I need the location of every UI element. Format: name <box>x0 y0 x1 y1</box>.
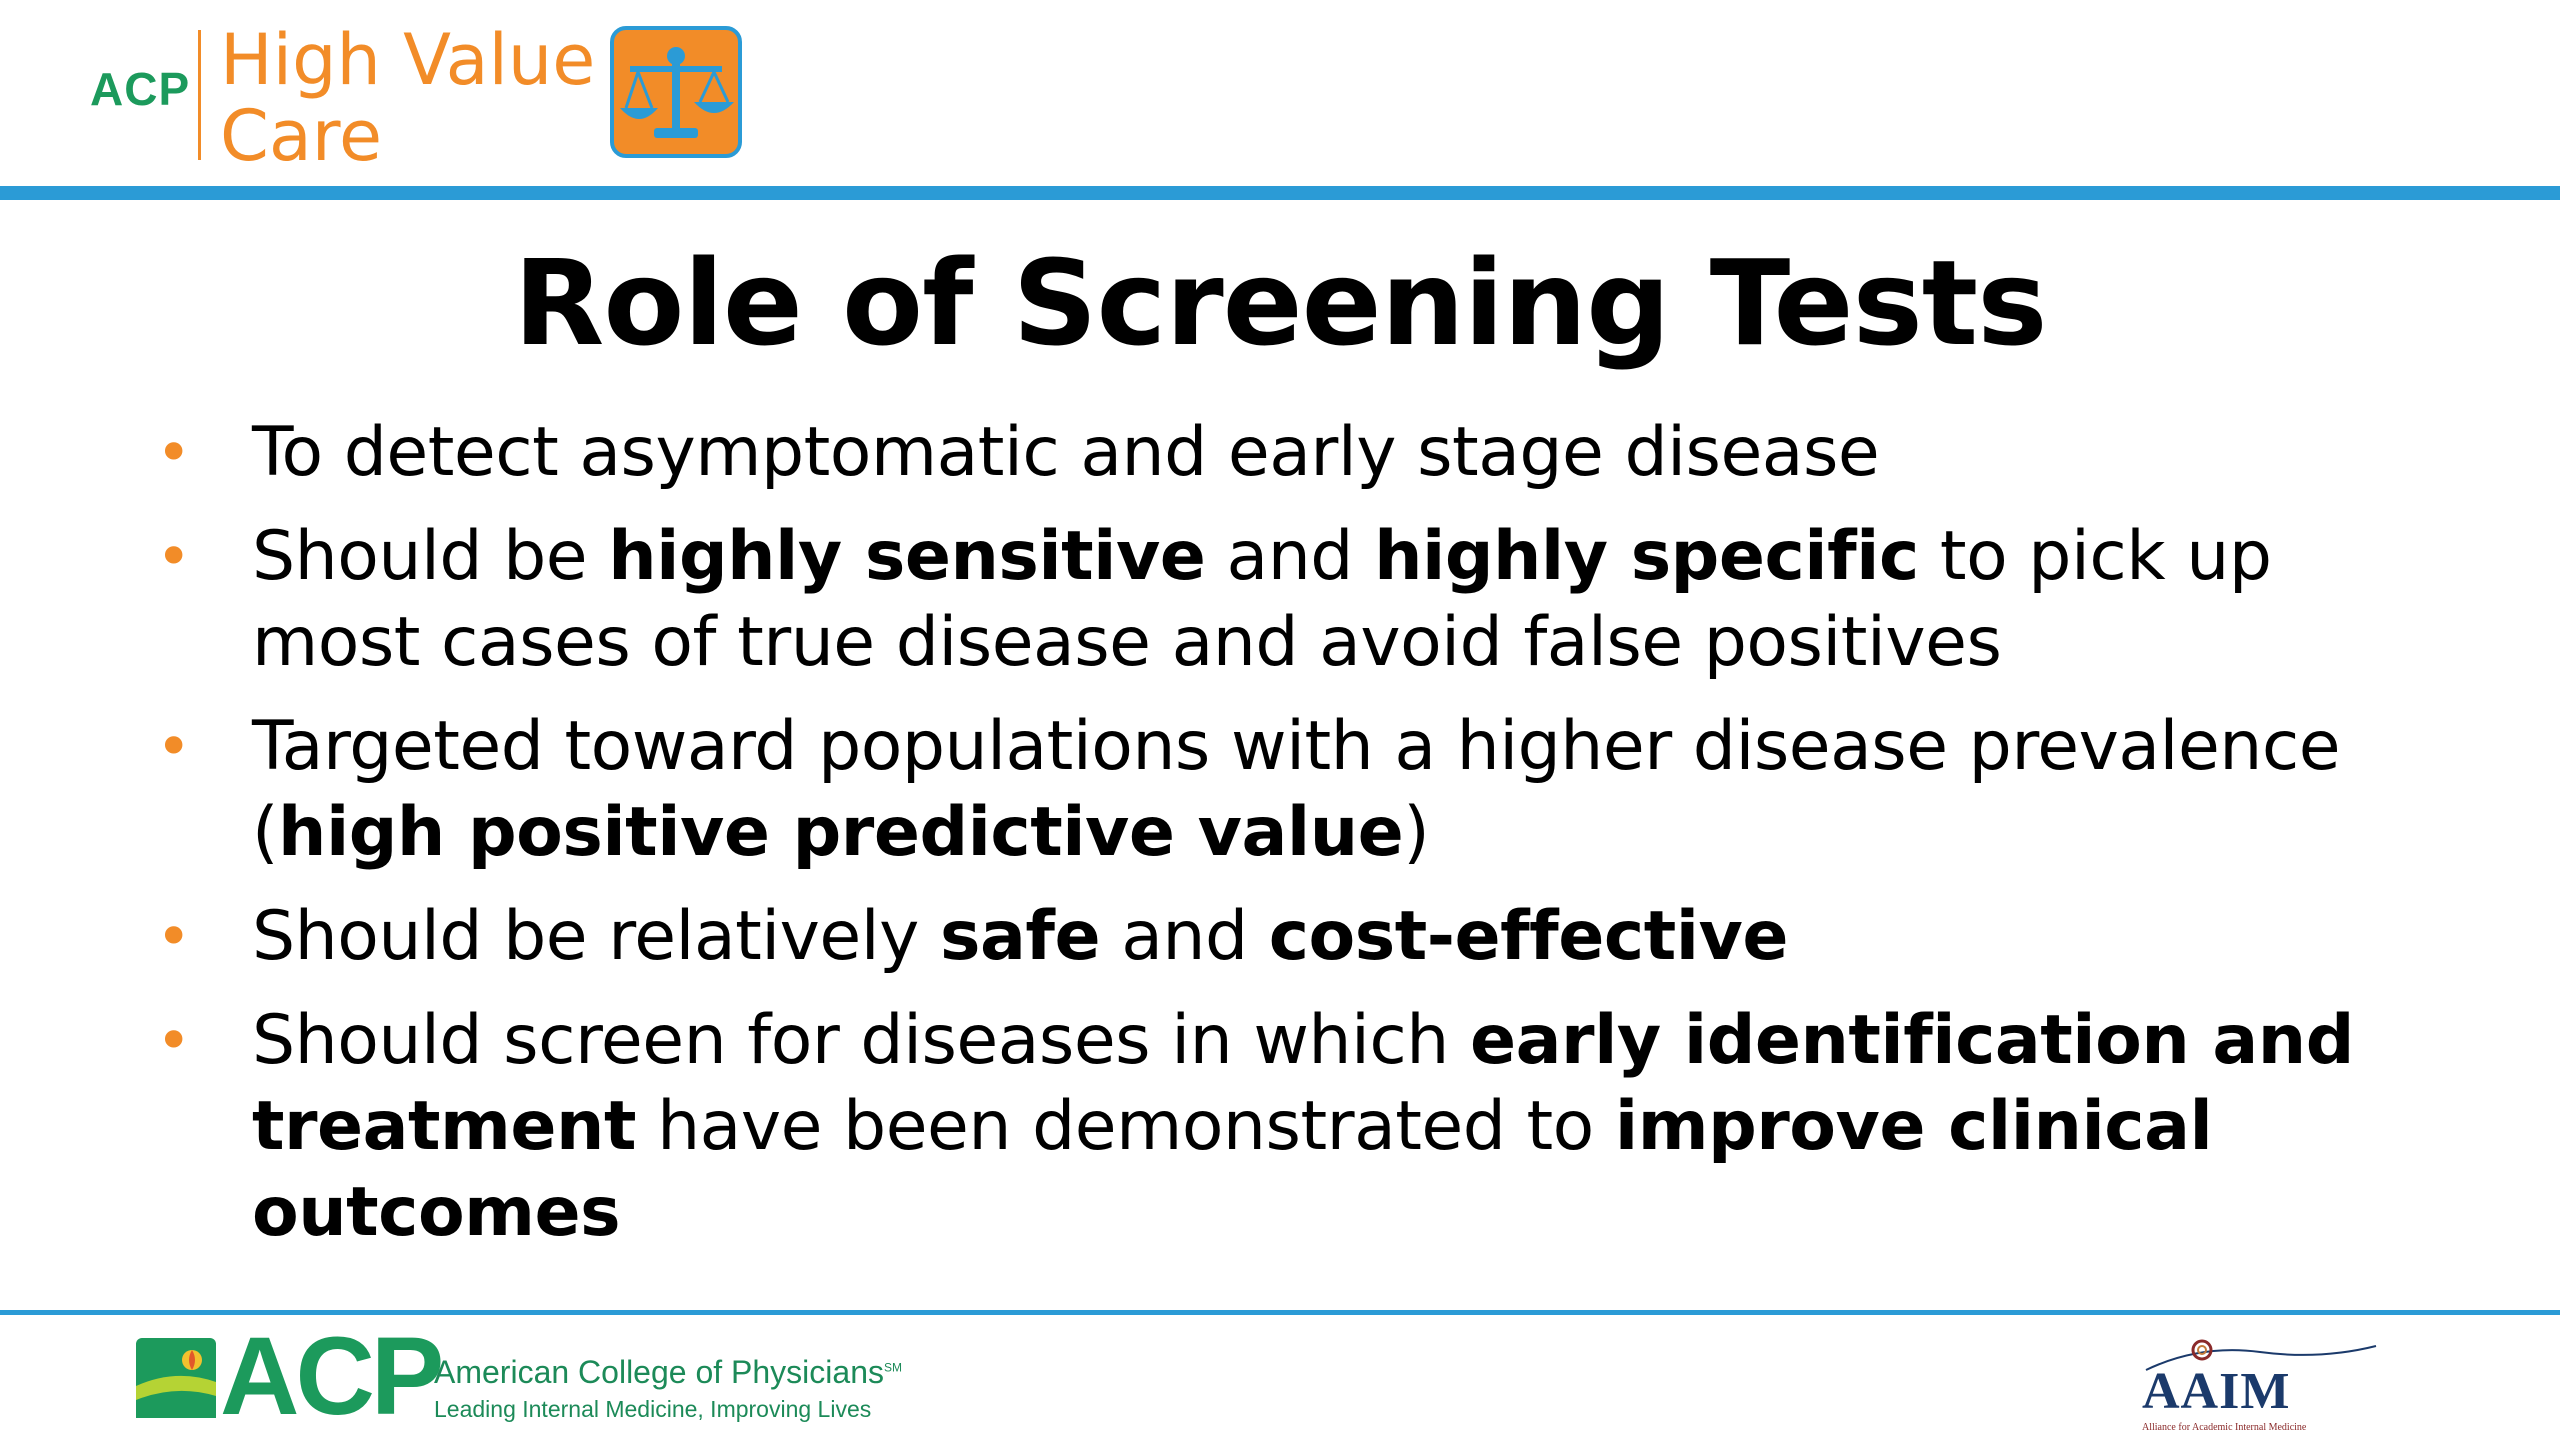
bullet-emphasis: high positive predictive value <box>278 793 1404 872</box>
bullet-text: and <box>1205 517 1375 596</box>
acp-emblem-icon <box>136 1338 216 1418</box>
bullet-emphasis: improve clinical outcomes <box>252 1087 2213 1252</box>
bullet-text: and <box>1100 897 1269 976</box>
scales-of-justice-icon <box>610 26 742 158</box>
acp-logo-text: ACP <box>90 63 191 115</box>
bullet-emphasis: highly specific <box>1374 517 1919 596</box>
acp-footer-logo <box>136 1315 916 1438</box>
bullet-item <box>140 704 2430 876</box>
aaim-letters: AAIM <box>2142 1363 2291 1420</box>
high-value-care-title <box>220 19 596 177</box>
bullet-text: Should screen for diseases in which <box>252 1001 1471 1080</box>
bullet-text: Should be relatively <box>252 897 940 976</box>
high-value-care-logo <box>90 19 750 177</box>
bullet-list <box>140 410 2430 1274</box>
bullet-emphasis: early identification and treatment <box>252 1001 2354 1166</box>
bullet-text: to pick up most cases of true disease and avoid false positives <box>252 517 2272 682</box>
bullet-dot-icon: • <box>156 1006 191 1076</box>
bullet-item <box>140 514 2430 686</box>
bullet-text: ) <box>1403 793 1430 872</box>
bullet-emphasis: safe <box>940 897 1101 976</box>
bullet-text: Should be <box>252 517 609 596</box>
logo-divider <box>198 30 201 160</box>
header-rule <box>0 186 2560 200</box>
bullet-text: To detect asymptomatic and early stage disease <box>252 413 1880 492</box>
bullet-dot-icon: • <box>156 712 191 782</box>
logo-title-line2: Care <box>220 95 383 177</box>
bullet-emphasis: highly sensitive <box>608 517 1206 596</box>
bullet-emphasis: cost-effective <box>1268 897 1788 976</box>
aaim-logo <box>2130 1334 2430 1434</box>
acp-organization-name <box>434 1354 902 1391</box>
acp-tagline: Leading Internal Medicine, Improving Lives <box>434 1396 872 1422</box>
bullet-item <box>140 998 2430 1256</box>
bullet-dot-icon: • <box>156 902 191 972</box>
bullet-text: Targeted toward populations with a higher disease prevalence ( <box>252 707 2341 872</box>
bullet-text: have been demonstrated to <box>635 1087 1615 1166</box>
bullet-dot-icon: • <box>156 522 191 592</box>
bullet-item <box>140 894 2430 980</box>
slide-title: Role of Screening Tests <box>513 234 2047 372</box>
acp-name-text: American College of Physicians <box>434 1354 884 1390</box>
aaim-full-name: Alliance for Academic Internal Medicine <box>2142 1422 2307 1433</box>
logo-title-line1: High Value <box>220 19 596 101</box>
acp-footer-letters: ACP <box>220 1315 441 1438</box>
service-mark: SM <box>883 1360 902 1375</box>
bullet-dot-icon: • <box>156 418 191 488</box>
bullet-item <box>140 410 2430 496</box>
